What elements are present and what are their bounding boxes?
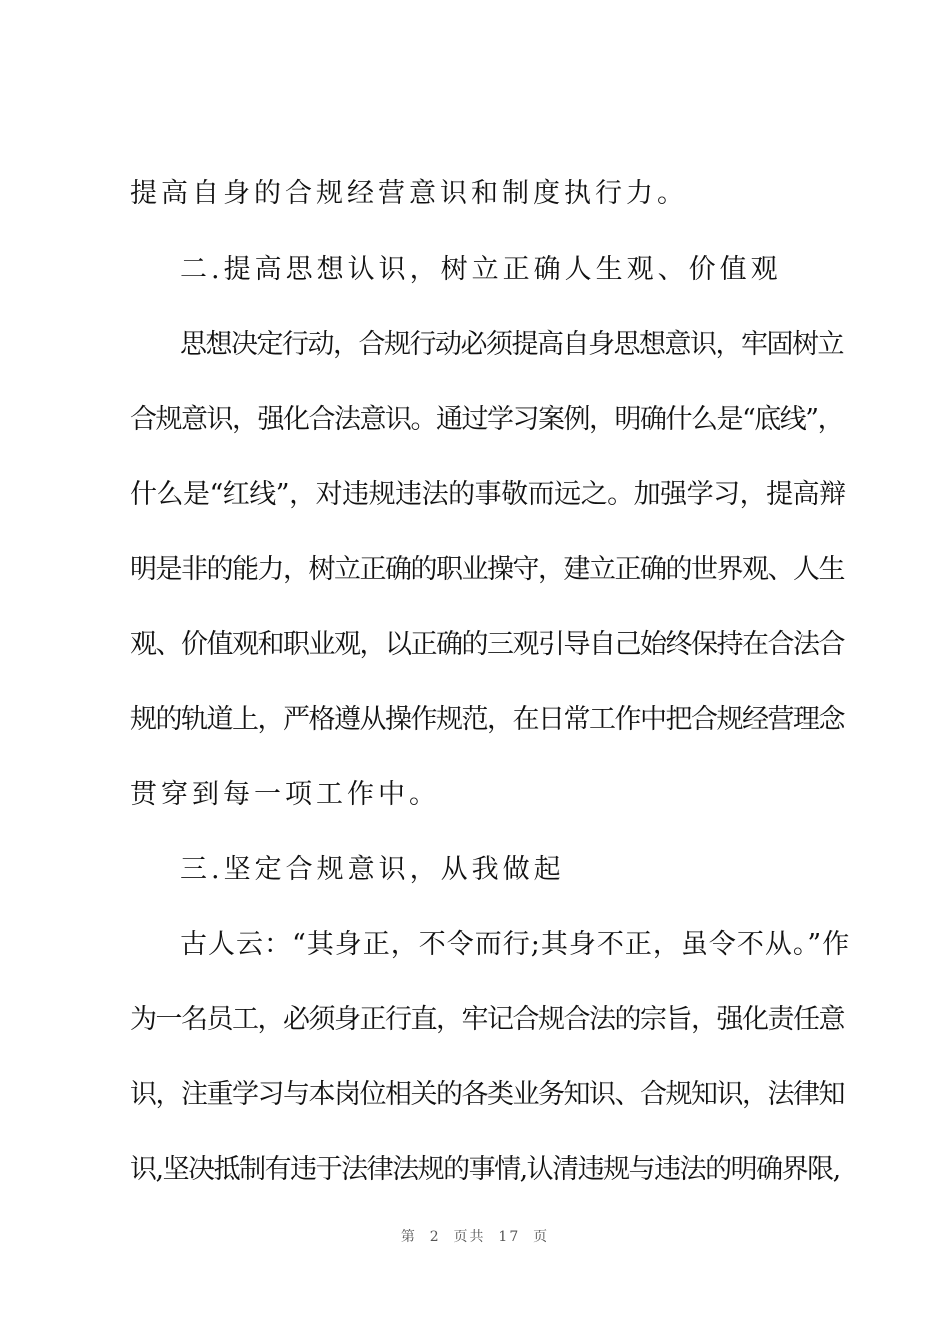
text-line-9: 贯穿到每一项工作中。 <box>130 779 440 810</box>
text-line-1: 提高自身的合规经营意识和制度执行力。 <box>130 178 688 209</box>
page-number-footer: 第 2 页共 17 页 <box>400 1229 550 1245</box>
text-line-6: 明是非的能力，树立正确的职业操守，建立正确的世界观、人生 <box>130 554 844 585</box>
text-line-5: 什么是“红线”，对违规违法的事敬而远之。加强学习，提高辩 <box>130 479 846 510</box>
text-line-11: 古人云：“其身正，不令而行;其身不正，虽令不从。”作 <box>180 929 851 960</box>
text-line-14: 识,坚决抵制有违于法律法规的事情,认清违规与违法的明确界限, <box>130 1154 840 1185</box>
text-line-3: 思想决定行动，合规行动必须提高自身思想意识，牢固树立 <box>180 329 843 360</box>
text-line-7: 观、价值观和职业观，以正确的三观引导自己始终保持在合法合 <box>130 629 844 660</box>
text-line-4: 合规意识，强化合法意识。通过学习案例，明确什么是“底线”， <box>130 404 844 435</box>
section-heading-2: 二.提高思想认识，树立正确人生观、价值观 <box>180 254 782 285</box>
text-line-13: 识，注重学习与本岗位相关的各类业务知识、合规知识，法律知 <box>130 1079 844 1110</box>
text-line-12: 为一名员工，必须身正行直，牢记合规合法的宗旨，强化责任意 <box>130 1004 844 1035</box>
section-heading-3: 三.坚定合规意识，从我做起 <box>180 854 565 885</box>
text-line-8: 规的轨道上，严格遵从操作规范，在日常工作中把合规经营理念 <box>130 704 844 735</box>
